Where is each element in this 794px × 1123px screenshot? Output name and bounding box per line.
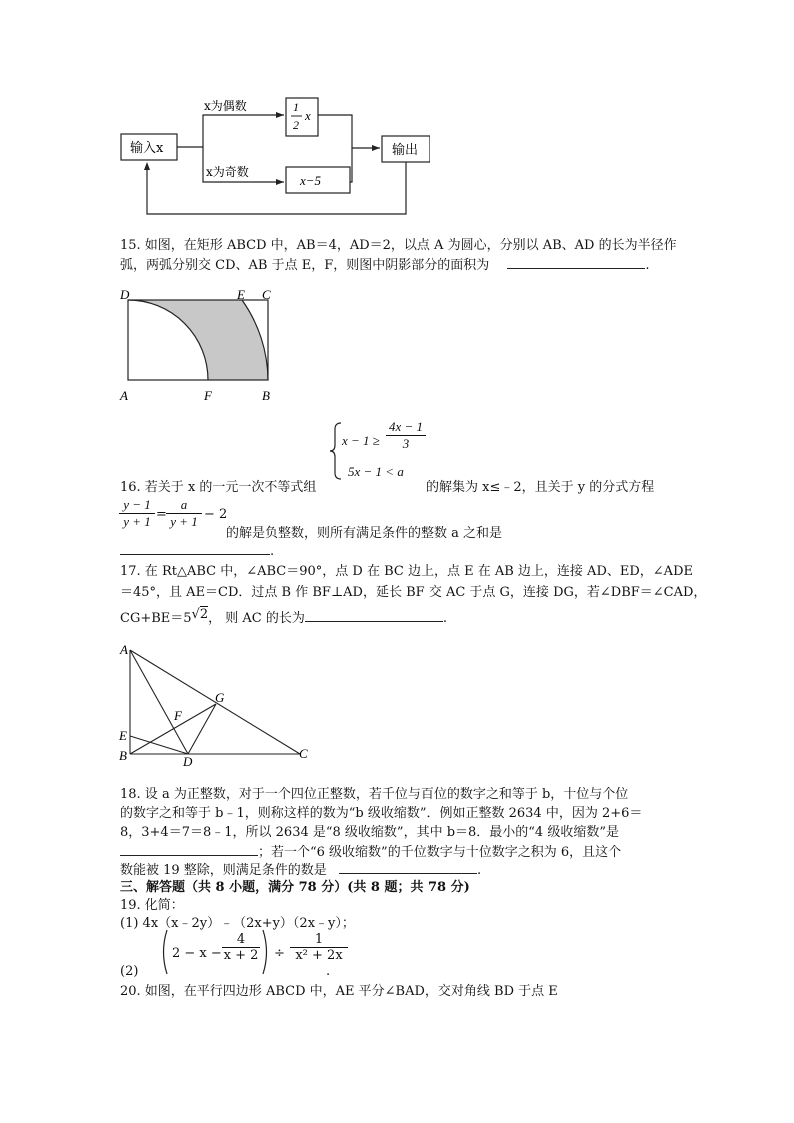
q19-part2-label: (2) — [120, 964, 139, 979]
q16-eq-left-num: y − 1 — [123, 497, 151, 512]
q17-label-e: E — [119, 728, 127, 743]
q18-line4-text: ；若一个“6 级收缩数”的千位数字与十位数字之积为 6，且这个 — [258, 845, 622, 860]
q19-title: 19. 化简： — [120, 898, 184, 913]
even-label: x为偶数 — [204, 99, 247, 113]
q19-end: . — [326, 964, 331, 979]
q17-label-b: B — [119, 748, 127, 763]
q18-answer-blank-1 — [120, 842, 258, 856]
q17-line3-a: CG+BE＝5 — [120, 611, 192, 626]
q16-eq-left-den: y + 1 — [119, 513, 155, 530]
q19-divide: ÷ — [274, 946, 285, 961]
sqrt-icon: √ — [191, 607, 200, 622]
q15-figure — [110, 284, 290, 408]
q17-line3 — [120, 608, 447, 628]
q16-end: . — [270, 544, 275, 559]
q16-sys1-den: 3 — [386, 435, 426, 452]
q15-line2-text: 弧，两弧分别交 CD、AB 于点 E，F，则图中阴影部分的面积为 — [120, 258, 490, 273]
q16-line2: 的解是负整数，则所有满足条件的整数 a 之和是 — [226, 526, 503, 541]
output-label: 输出 — [392, 143, 419, 158]
q19-num-1: 4 — [236, 932, 246, 947]
half-num: 1 — [293, 100, 299, 114]
q16-eq-right-fraction — [166, 497, 202, 530]
q16-sys2: 5x − 1 < a — [348, 464, 404, 479]
q16-line1-right: 的解集为 x≤﹣2，且关于 y 的分式方程 — [426, 480, 655, 495]
q19-den-2: x² + 2x — [290, 947, 348, 963]
q16-eq-right-num: a — [180, 497, 188, 512]
q17-label-a: A — [120, 642, 128, 657]
section3-heading: 三、解答题（共 8 小题，满分 78 分）(共 8 题；共 78 分) — [120, 880, 470, 895]
q18-line5-text: 数能被 19 整除，则满足条件的数是 — [120, 863, 327, 878]
input-label: 输入x — [130, 141, 164, 156]
q17-line3-b: ， 则 AC 的长为 — [208, 611, 305, 626]
q17-sqrt-value: 2 — [199, 607, 209, 622]
odd-label: x为奇数 — [206, 165, 249, 179]
q17-label-g: G — [215, 690, 225, 705]
q17-label-f: F — [174, 708, 182, 723]
q19-num-2: 1 — [314, 932, 324, 947]
q17-end: . — [442, 611, 447, 626]
q19-part2-a: 2 − x − — [172, 946, 222, 961]
q15-label-f: F — [204, 388, 212, 403]
q19-den-1: x + 2 — [223, 948, 259, 963]
q18-line3: 8，3+4＝7＝8﹣1，所以 2634 是“8 级收缩数”，其中 b＝8．最小的“4 级收缩数”是 — [120, 825, 619, 840]
q16-eq-tail: − 2 — [204, 507, 228, 522]
q16-sys1-num: 4x − 1 — [388, 419, 424, 434]
q15-line2 — [120, 255, 650, 275]
q18-answer-blank-2 — [339, 860, 477, 874]
q16-answer-blank — [120, 541, 270, 555]
q19-fraction-1 — [222, 932, 260, 963]
q20-line1: 20. 如图，在平行四边形 ABCD 中，AE 平分∠BAD，交对角线 BD 于点 E — [120, 984, 558, 999]
half-den: 2 — [293, 118, 299, 132]
q15-answer-blank — [507, 255, 645, 269]
q18-line5 — [120, 860, 481, 880]
q15-label-a: A — [120, 388, 128, 403]
q15-label-e: E — [237, 287, 245, 302]
q18-end: . — [476, 863, 482, 878]
q16-answer-row — [120, 541, 274, 561]
q18-line4 — [120, 842, 621, 862]
q15-label-c: C — [262, 287, 271, 302]
q17-figure — [110, 640, 320, 770]
q16-sys1-left: x − 1 ≥ — [342, 433, 380, 448]
q17-line1: 17. 在 Rt△ABC 中，∠ABC＝90°，点 D 在 BC 边上，点 E 在 AB 边上，连接 AD、ED，∠ADE — [120, 564, 693, 579]
half-var: x — [305, 108, 311, 123]
q17-line2: ＝45°，且 AE＝CD．过点 B 作 BF⊥AD，延长 BF 交 AC 于点 G，连接 DG，若∠DBF＝∠CAD， — [120, 585, 707, 600]
q16-eq-left-fraction — [119, 497, 155, 530]
q19-left-paren — [158, 928, 170, 976]
flowchart-diagram — [110, 90, 430, 220]
q17-label-c: C — [299, 746, 308, 761]
q16-eq-equals: = — [156, 507, 167, 522]
q16-sys1-fraction — [386, 419, 426, 452]
q15-label-b: B — [262, 388, 270, 403]
q19-fraction-2 — [290, 932, 348, 963]
q15-label-d: D — [120, 287, 130, 302]
q18-line1: 18. 设 a 为正整数，对于一个四位正整数，若千位与百位的数字之和等于 b，十位与个位 — [120, 787, 629, 802]
q16-line1: 16. 若关于 x 的一元一次不等式组 — [120, 480, 317, 495]
half-box — [286, 98, 318, 136]
q15-line1: 15. 如图，在矩形 ABCD 中，AB＝4，AD＝2，以点 A 为圆心，分别以 AB、AD 的长为半径作 — [120, 238, 677, 253]
q19-part1: (1) 4x（x﹣2y）﹣（2x+y）（2x﹣y）； — [120, 916, 355, 931]
q17-label-d: D — [183, 754, 193, 769]
q19-right-paren — [260, 928, 272, 976]
minus-five-label: x−5 — [300, 173, 322, 188]
q16-system-brace — [328, 421, 344, 481]
q18-line2: 的数字之和等于 b﹣1，则称这样的数为“b 级收缩数”．例如正整数 2634 中，因为 2+6＝ — [120, 806, 643, 821]
q17-answer-blank — [305, 608, 443, 622]
q15-end: . — [645, 258, 650, 273]
q16-eq-right-den: y + 1 — [166, 513, 202, 530]
